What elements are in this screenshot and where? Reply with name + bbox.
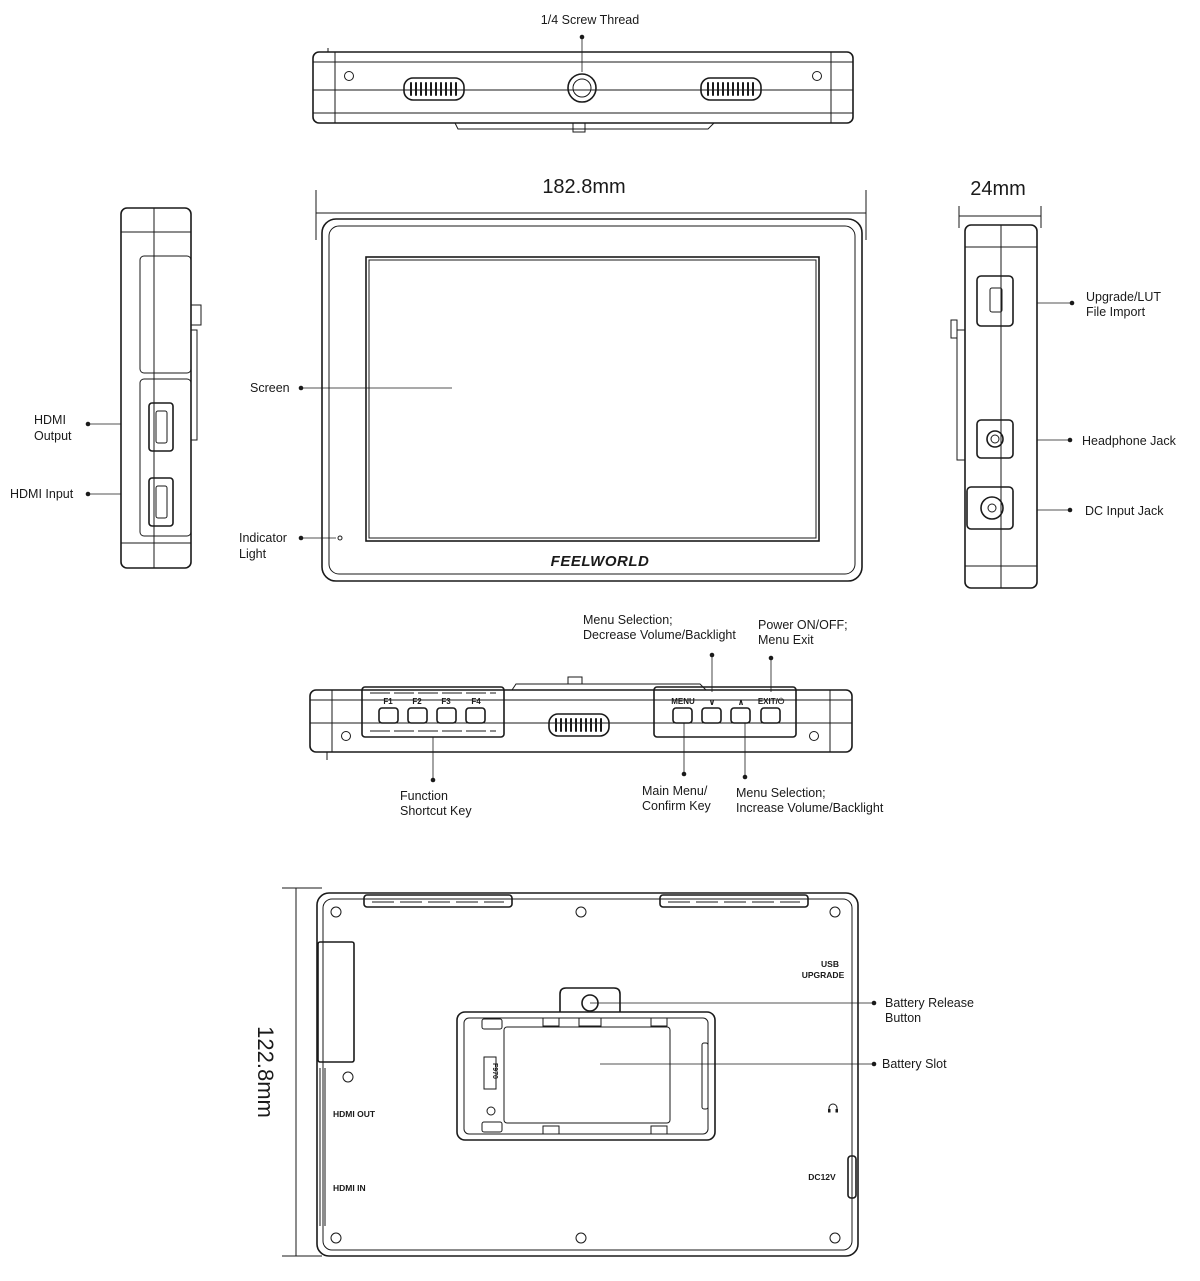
bottom-screw-right bbox=[810, 732, 819, 741]
menu-sel-inc-label-2: Increase Volume/Backlight bbox=[736, 801, 884, 815]
f2-key-cap[interactable] bbox=[408, 708, 427, 723]
bottom-screw-left bbox=[342, 732, 351, 741]
indicator-label-2: Light bbox=[239, 547, 267, 561]
rear-vent-right bbox=[660, 895, 808, 907]
screw-thread-boss bbox=[568, 74, 596, 102]
exit-key[interactable] bbox=[758, 697, 785, 723]
battery-model-marking: F970 bbox=[491, 1063, 498, 1079]
menu-sel-inc-label-1: Menu Selection; bbox=[736, 786, 826, 800]
right-side-tab bbox=[957, 330, 965, 460]
right-side-view bbox=[951, 178, 1177, 588]
f1-key-cap[interactable] bbox=[379, 708, 398, 723]
brand-logo: FEELWORLD bbox=[550, 553, 650, 570]
hdmi-in-marking: HDMI IN bbox=[333, 1183, 366, 1193]
hdmi-output-label-1: HDMI bbox=[34, 413, 66, 427]
indicator-label-1: Indicator bbox=[239, 531, 287, 545]
upgrade-label-1: Upgrade/LUT bbox=[1086, 290, 1162, 304]
left-side-tab bbox=[191, 305, 201, 325]
screen-label: Screen bbox=[250, 381, 290, 395]
up-key-cap[interactable] bbox=[731, 708, 750, 723]
main-menu-label-2: Confirm Key bbox=[642, 799, 711, 813]
front-bezel-inner bbox=[329, 226, 855, 574]
width-dimension: 182.8mm bbox=[542, 176, 626, 198]
f4-key[interactable] bbox=[466, 697, 485, 723]
rear-view bbox=[253, 888, 974, 1256]
hdmi-output-port bbox=[149, 403, 173, 451]
battery-slot bbox=[457, 1012, 715, 1140]
top-vent-right bbox=[701, 78, 761, 100]
f2-key-label: F2 bbox=[412, 697, 422, 706]
indicator-light bbox=[338, 536, 342, 540]
height-dimension: 122.8mm bbox=[253, 1026, 278, 1118]
menu-sel-dec-label-2: Decrease Volume/Backlight bbox=[583, 628, 736, 642]
rear-body-outer bbox=[317, 893, 858, 1256]
menu-key-panel bbox=[654, 687, 796, 737]
up-key[interactable] bbox=[731, 698, 750, 723]
front-view bbox=[239, 176, 866, 581]
headphone-label: Headphone Jack bbox=[1082, 434, 1176, 448]
left-side-cover bbox=[140, 256, 191, 373]
screw-thread-hole bbox=[573, 79, 591, 97]
exit-key-label: EXIT/⏻ bbox=[757, 697, 785, 706]
rear-body-inner bbox=[323, 899, 852, 1250]
exit-key-cap[interactable] bbox=[761, 708, 780, 723]
left-side-view bbox=[10, 208, 201, 568]
dc-input-label: DC Input Jack bbox=[1085, 504, 1164, 518]
usb-marking-1: USB bbox=[821, 959, 839, 969]
bottom-button-view bbox=[310, 613, 884, 818]
menu-sel-dec-label-1: Menu Selection; bbox=[583, 613, 673, 627]
power-label-1: Power ON/OFF; bbox=[758, 618, 848, 632]
function-key-panel bbox=[362, 687, 504, 737]
hdmi-input-label: HDMI Input bbox=[10, 487, 74, 501]
headphone-jack bbox=[977, 420, 1013, 458]
depth-dimension: 24mm bbox=[970, 178, 1026, 200]
up-key-label: ∧ bbox=[737, 698, 745, 707]
hdmi-output-label-2: Output bbox=[34, 429, 72, 443]
hdmi-input-port bbox=[149, 478, 173, 526]
f3-key-cap[interactable] bbox=[437, 708, 456, 723]
screw-thread-dot bbox=[580, 35, 585, 40]
f1-key[interactable] bbox=[379, 697, 398, 723]
down-key-cap[interactable] bbox=[702, 708, 721, 723]
f3-key[interactable] bbox=[437, 697, 456, 723]
f1-key-label: F1 bbox=[383, 697, 393, 706]
top-vent-left bbox=[404, 78, 464, 100]
f4-key-cap[interactable] bbox=[466, 708, 485, 723]
menu-key[interactable] bbox=[671, 697, 695, 723]
battery-release-button[interactable] bbox=[560, 988, 620, 1012]
screw-thread-label: 1/4 Screw Thread bbox=[540, 13, 640, 27]
hdmi-out-marking: HDMI OUT bbox=[333, 1109, 376, 1119]
top-view-body bbox=[313, 52, 853, 123]
screen bbox=[366, 257, 819, 541]
top-screw-left bbox=[345, 72, 354, 81]
f3-key-label: F3 bbox=[441, 697, 451, 706]
function-label-1: Function bbox=[400, 789, 448, 803]
f2-key[interactable] bbox=[408, 697, 427, 723]
menu-key-label: MENU bbox=[671, 697, 695, 706]
battery-release-label-1: Battery Release bbox=[885, 996, 974, 1010]
upgrade-label-2: File Import bbox=[1086, 305, 1146, 319]
dc-marking: DC12V bbox=[808, 1172, 836, 1182]
main-menu-label-1: Main Menu/ bbox=[642, 784, 708, 798]
front-bezel-outer bbox=[322, 219, 862, 581]
function-label-2: Shortcut Key bbox=[400, 804, 472, 818]
dc-input-jack bbox=[967, 487, 1013, 529]
down-key[interactable] bbox=[702, 698, 721, 723]
rear-vent-left bbox=[364, 895, 512, 907]
usb-upgrade-port bbox=[977, 276, 1013, 326]
power-label-2: Menu Exit bbox=[758, 633, 814, 647]
usb-marking-2: UPGRADE bbox=[801, 970, 845, 980]
down-key-label: ∨ bbox=[708, 698, 716, 707]
top-view bbox=[313, 13, 853, 132]
battery-release-label-2: Button bbox=[885, 1011, 922, 1025]
top-screw-right bbox=[813, 72, 822, 81]
headphone-icon bbox=[828, 1104, 838, 1113]
battery-slot-label: Battery Slot bbox=[882, 1057, 947, 1071]
bottom-vent bbox=[549, 714, 609, 736]
menu-key-cap[interactable] bbox=[673, 708, 692, 723]
f4-key-label: F4 bbox=[471, 697, 481, 706]
